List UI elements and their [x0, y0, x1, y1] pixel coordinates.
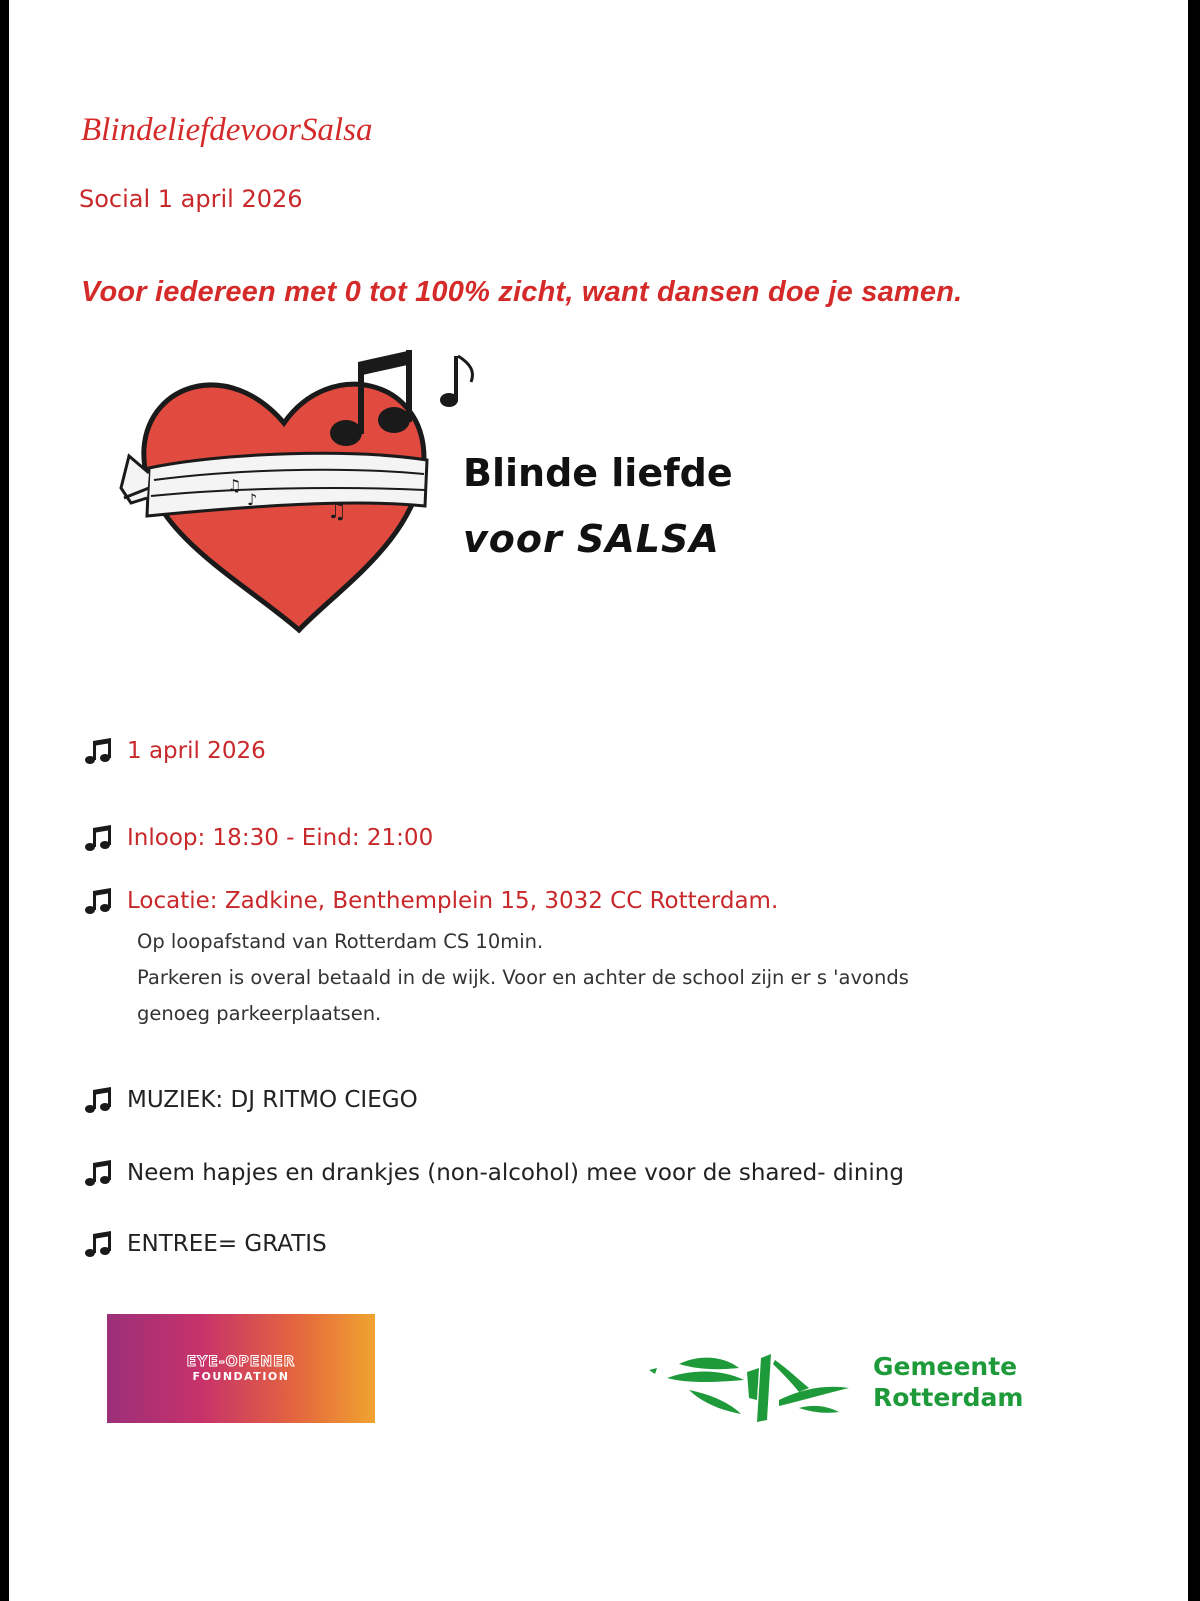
detail-food-text: Neem hapjes en drankjes (non-alcohol) mee voor de shared- dining — [127, 1160, 904, 1186]
gemeente-rotterdam-emblem-icon — [649, 1350, 854, 1425]
location-note-1: Op loopafstand van Rotterdam CS 10min. — [137, 930, 544, 953]
music-note-icon — [83, 886, 113, 916]
logo-wordmark — [463, 440, 733, 572]
location-note-2: Parkeren is overal betaald in de wijk. Voor en achter de school zijn er s 'avonds — [137, 966, 909, 989]
detail-time-text: Inloop: 18:30 - Eind: 21:00 — [127, 825, 434, 851]
detail-music-text: MUZIEK: DJ RITMO CIEGO — [127, 1087, 418, 1113]
detail-location — [83, 886, 778, 916]
location-label: Locatie — [127, 888, 210, 914]
gemeente-rotterdam-wordmark — [873, 1351, 1023, 1413]
event-date-heading: Social 1 april 2026 — [79, 185, 303, 213]
eye-opener-foundation-logo — [107, 1314, 375, 1423]
music-note-icon — [83, 1158, 113, 1188]
detail-time — [83, 823, 433, 853]
location-note-3: genoeg parkeerplaatsen. — [137, 1002, 382, 1025]
blindfolded-heart-logo-icon — [119, 348, 499, 648]
location-value: : Zadkine, Benthemplein 15, 3032 CC Rotterdam. — [209, 888, 779, 914]
svg-text:♫: ♫ — [227, 476, 242, 495]
gemeente-line-2: Rotterdam — [873, 1383, 1024, 1412]
svg-text:♪: ♪ — [247, 490, 258, 509]
detail-music — [83, 1085, 418, 1115]
gemeente-line-1: Gemeente — [873, 1352, 1018, 1381]
music-note-icon — [83, 736, 113, 766]
location-notes — [137, 924, 909, 1032]
logo-line-1: Blinde liefde — [463, 451, 733, 495]
detail-food — [83, 1158, 904, 1188]
eye-opener-line-1: EYE-OPENER — [186, 1353, 296, 1370]
eye-opener-line-2: FOUNDATION — [192, 1369, 290, 1383]
tagline: Voor iedereen met 0 tot 100% zicht, want dansen doe je samen. — [81, 276, 963, 308]
detail-entry-text: ENTREE= GRATIS — [127, 1231, 327, 1257]
detail-date-text: 1 april 2026 — [127, 738, 266, 764]
detail-entry — [83, 1229, 327, 1259]
flyer-page — [9, 0, 1188, 1601]
svg-text:♫: ♫ — [327, 499, 347, 524]
logo-line-2: voor SALSA — [463, 517, 720, 561]
music-note-icon — [83, 823, 113, 853]
music-note-icon — [83, 1229, 113, 1259]
detail-date — [83, 736, 266, 766]
music-note-icon — [83, 1085, 113, 1115]
hashtag-title: BlindeliefdevoorSalsa — [81, 112, 373, 148]
